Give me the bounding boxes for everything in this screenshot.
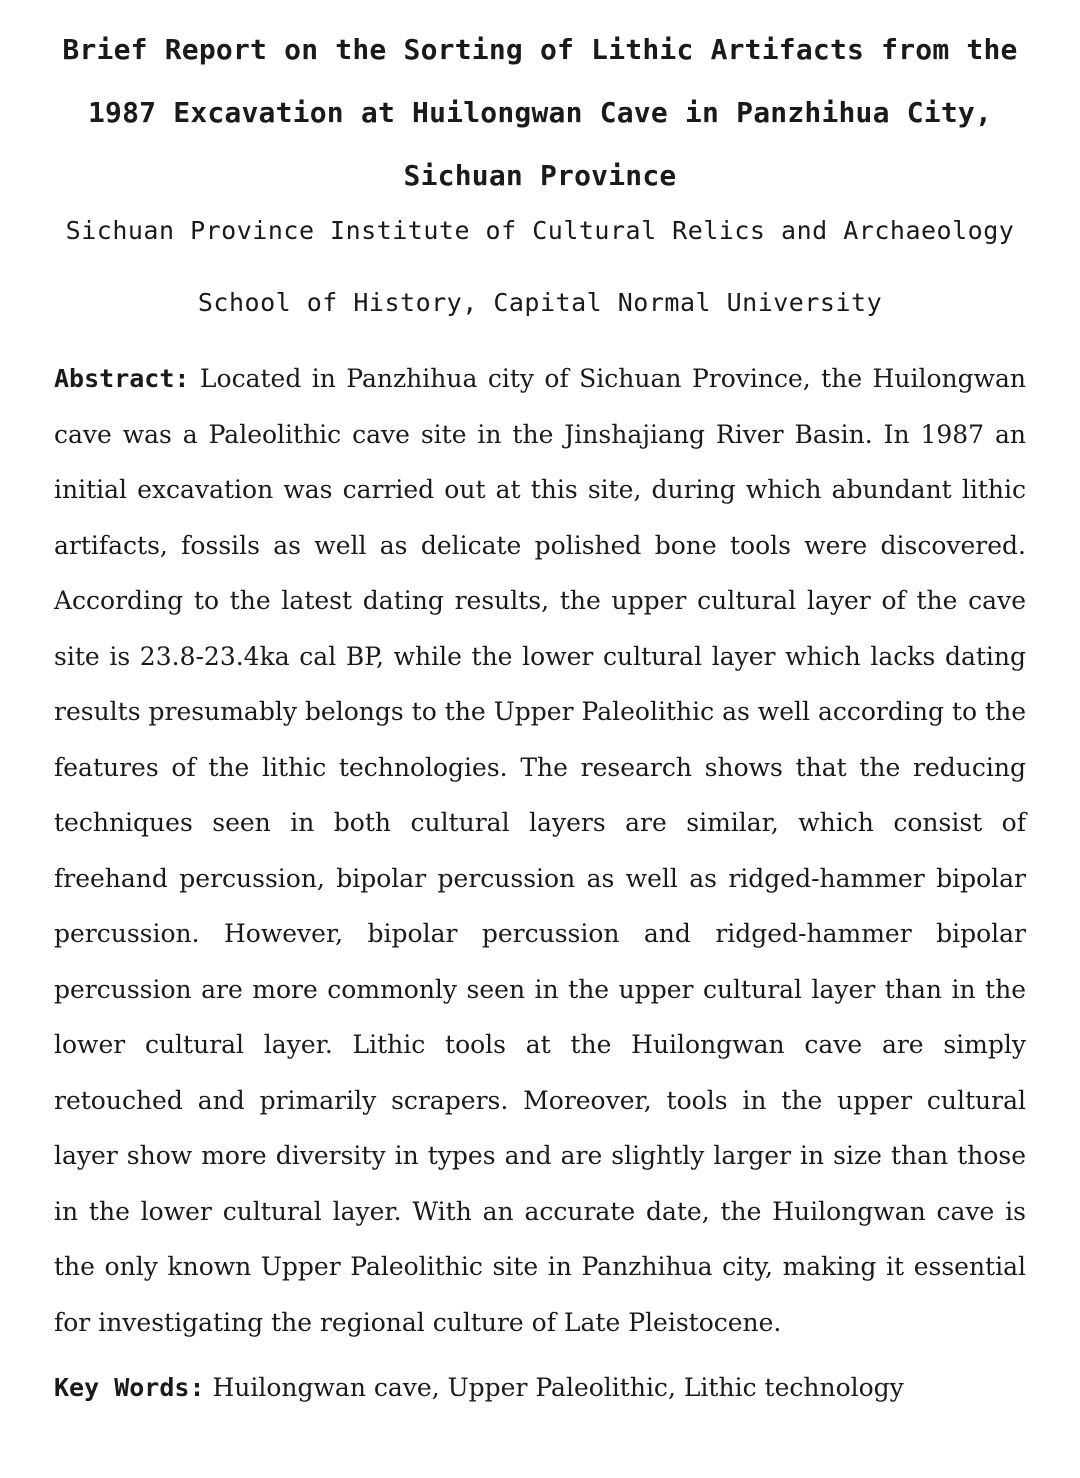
keywords-label: Key Words: — [54, 1373, 205, 1402]
keywords-text: Huilongwan cave, Upper Paleolithic, Lithic technology — [212, 1373, 904, 1402]
paper-title: Brief Report on the Sorting of Lithic Artifacts from the 1987 Excavation at Huilongwan Cave in Panzhihua City, Sichuan Province — [62, 33, 1018, 192]
abstract-label: Abstract: — [54, 364, 190, 393]
affiliation-institute: Sichuan Province Institute of Cultural Relics and Archaeology — [65, 216, 1015, 245]
abstract-paragraph — [54, 351, 1026, 1350]
keywords-line — [54, 1364, 1026, 1412]
abstract-text: Located in Panzhihua city of Sichuan Province, the Huilongwan cave was a Paleolithic cave site in the Jinshajiang River Basin. In 1987 an initial excavation was carried out at this site, during which abundant lithic artifacts, fossils as well as delicate polished bone tools were discovered. According to the latest dating results, the upper cultural layer of the cave site is 23.8-23.4ka cal BP, while the lower cultural layer which lacks dating results presumably belongs to the Upper Paleolithic as well according to the features of the lithic technologies. The research shows that the reducing techniques seen in both cultural layers are similar, which consist of freehand percussion, bipolar percussion as well as ridged-hammer bipolar percussion. However, bipolar percussion and ridged-hammer bipolar percussion are more commonly seen in the upper cultural layer than in the lower cultural layer. Lithic tools at the Huilongwan cave are simply retouched and primarily scrapers. Moreover, tools in the upper cultural layer show more diversity in types and are slightly larger in size than those in the lower cultural layer. With an accurate date, the Huilongwan cave is the only known Upper Paleolithic site in Panzhihua city, making it essential for investigating the regional culture of Late Pleistocene. — [54, 364, 1027, 1337]
affiliation-university: School of History, Capital Normal University — [197, 288, 883, 317]
